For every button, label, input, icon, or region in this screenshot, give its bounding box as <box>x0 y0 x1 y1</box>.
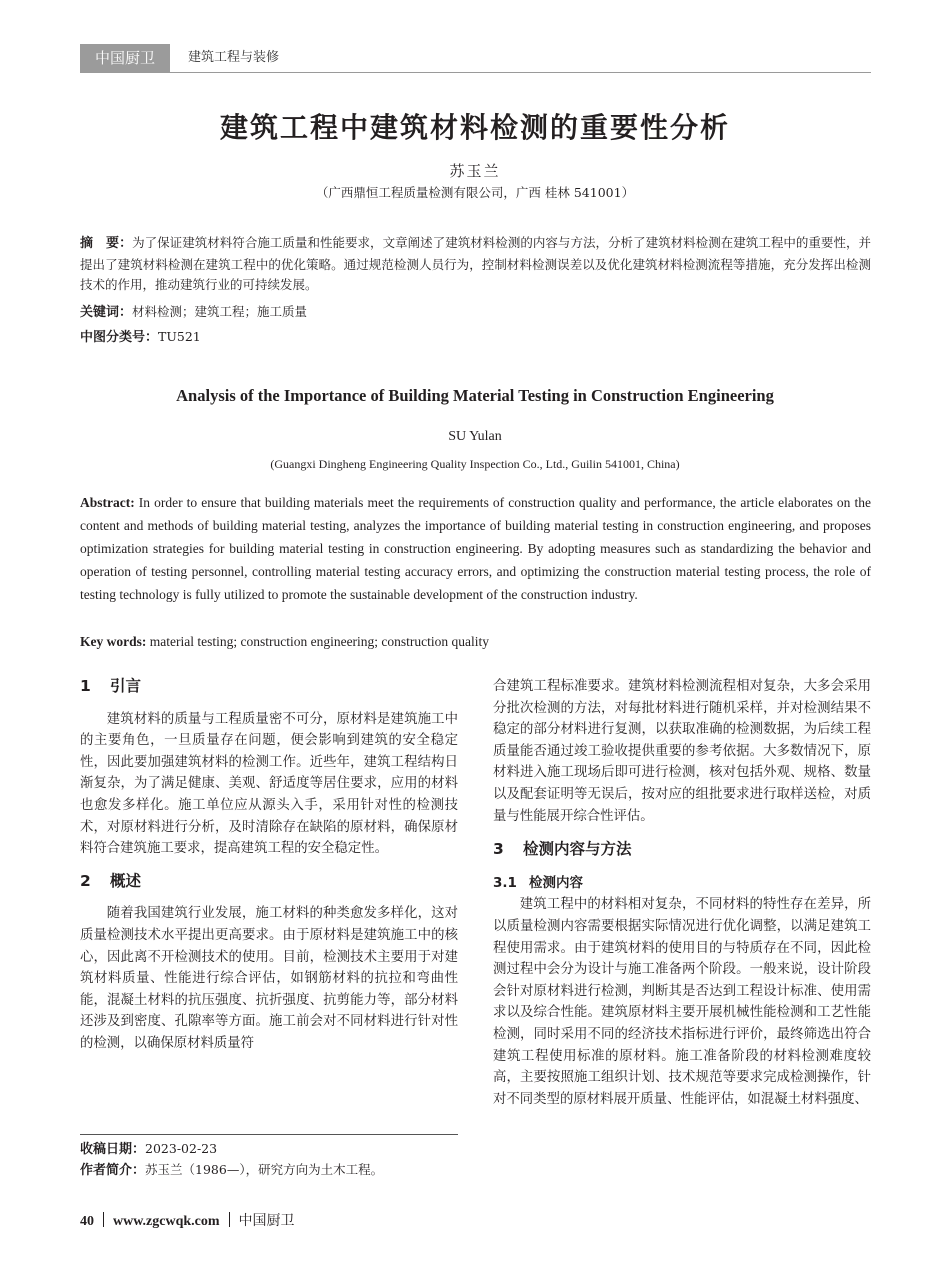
footer-journal-name: 中国厨卫 <box>238 1213 295 1229</box>
classification-number <box>80 327 871 349</box>
abstract-cn-text: 为了保证建筑材料符合施工质量和性能要求，文章阐述了建筑材料检测的内容与方法，分析了建筑材料检测在建筑工程中的重要性，并提出了建筑材料检测在建筑工程中的优化策略。通过规范检测人员行为，控制材料检测误差以及优化建筑材料检测流程等措施，充分发挥出检测技术的作用，推动建筑行业的可持续发展。 <box>80 235 871 292</box>
subsection-3-1-number: 3.1 <box>493 874 517 891</box>
journal-tag: 中国厨卫 <box>80 44 170 72</box>
abstract-cn <box>80 233 871 296</box>
footnote-divider <box>80 1134 458 1135</box>
classification-label: 中图分类号： <box>80 330 159 345</box>
bio-label: 作者简介： <box>80 1163 146 1178</box>
received-date <box>80 1139 458 1160</box>
english-title: Analysis of the Importance of Building Material Testing in Construction Engineering <box>176 386 774 405</box>
section-3-title: 检测内容与方法 <box>523 840 632 859</box>
section-3-heading <box>493 839 871 861</box>
author-bio <box>80 1160 458 1181</box>
author-affiliation: （广西鼎恒工程质量检测有限公司，广西 桂林 541001） <box>315 185 635 200</box>
keywords-en-text: material testing; construction engineering; construction quality <box>146 634 490 649</box>
received-label: 收稿日期： <box>80 1142 146 1157</box>
section-2-title: 概述 <box>110 871 142 890</box>
english-affiliation: (Guangxi Dingheng Engineering Quality Inspection Co., Ltd., Guilin 541001, China) <box>270 457 680 471</box>
subsection-3-1-heading <box>493 873 871 895</box>
author-name: 苏玉兰 <box>449 162 501 180</box>
keywords-cn <box>80 302 871 324</box>
body-column-right <box>493 676 871 1110</box>
subsection-3-1-paragraph: 建筑工程中的材料相对复杂，不同材料的特性存在差异，所以质量检测内容需要根据实际情况进行优化调整，以满足建筑工程使用需求。由于建筑材料的使用目的与特质存在不同，因此检测过程中会分为设计与施工准备两个阶段。一般来说，设计阶段会针对原材料进行检测，判断其是否达到工程设计标准、使用需求以及综合性能。建筑原材料主要开展机械性能检测和工艺性能检测，同时采用不同的经济技术指标进行评价，最终筛选出符合建筑工程使用标准的原材料。施工准备阶段的材料检测难度较高，主要按照施工组织计划、技术规范等要求完成检测操作，针对不同类型的原材料展开质量、性能评估，如混凝土材料强度、 <box>493 897 871 1107</box>
classification-text: TU521 <box>158 329 201 344</box>
section-2-paragraph: 随着我国建筑行业发展，施工材料的种类愈发多样化，这对质量检测技术水平提出更高要求。由于原材料是建筑施工中的核心，因此离不开检测技术的使用。目前，检测技术主要用于对建筑材料质量、性能进行综合评估，如钢筋材料的抗拉和弯曲性能，混凝土材料的抗压强度、抗折强度、抗剪能力等，部分材料还涉及到密度、孔隙率等方面。施工前会对不同材料进行针对性的检测，以确保原材料质量符 <box>80 906 458 1051</box>
keywords-cn-text: 材料检测；建筑工程；施工质量 <box>132 304 308 319</box>
running-header <box>80 44 871 73</box>
section-name: 建筑工程与装修 <box>188 50 280 65</box>
footer-separator <box>229 1212 230 1227</box>
section-1-title: 引言 <box>110 677 142 695</box>
paper-title: 建筑工程中建筑材料检测的重要性分析 <box>219 111 730 144</box>
abstract-cn-label: 摘 要： <box>80 236 133 251</box>
section-3-number: 3 <box>493 840 504 859</box>
page-footer <box>80 1210 295 1230</box>
footer-separator <box>103 1212 104 1227</box>
keywords-cn-label: 关键词： <box>80 305 133 320</box>
subsection-3-1-title: 检测内容 <box>529 874 583 891</box>
abstract-en <box>80 491 871 606</box>
section-1-paragraph: 建筑材料的质量与工程质量密不可分，原材料是建筑施工中的主要角色，一旦质量存在问题，便会影响到建筑的安全稳定性，因此要加强建筑材料的检测工作。近些年，建筑工程结构日渐复杂，为了满足健康、美观、舒适度等居住要求，应用的材料也愈发多样化。施工单位应从源头入手，采用针对性的检测技术，对原材料进行分析，及时清除存在缺陷的原材料，确保原材料符合建筑施工要求，提高建筑工程的安全稳定性。 <box>80 711 458 857</box>
abstract-en-label: Abstract: <box>80 495 135 510</box>
keywords-en <box>80 630 871 653</box>
abstract-en-text: In order to ensure that building materials meet the requirements of construction quality and performance, the article elaborates on the content and methods of building material testing, analyzes the importance of building material testing in construction engineering, and proposes optimization strategies for building material testing in construction engineering. By adopting measures such as standardizing the behavior and operation of testing personnel, controlling material testing accuracy errors, and optimizing the construction material testing process, the role of testing technology is fully utilized to promote the sustainable development of the construction industry. <box>80 495 871 602</box>
journal-url[interactable]: www.zgcwqk.com <box>113 1214 220 1229</box>
section-1-heading <box>80 676 458 698</box>
received-value: 2023-02-23 <box>145 1141 218 1156</box>
section-2-number: 2 <box>80 871 91 890</box>
body-column-left <box>80 676 458 1055</box>
section-2-heading <box>80 871 458 893</box>
section-1-number: 1 <box>80 677 91 695</box>
english-author: SU Yulan <box>448 429 502 444</box>
keywords-en-label: Key words: <box>80 634 147 649</box>
page-number: 40 <box>80 1214 94 1229</box>
bio-value: 苏玉兰（1986—），研究方向为土木工程。 <box>145 1162 384 1177</box>
section-2-paragraph-continued: 合建筑工程标准要求。建筑材料检测流程相对复杂，大多会采用分批次检测的方法，对每批材料进行随机采样，并对检测结果不稳定的部分材料进行复测，以获取准确的检测数据，为后续工程质量能否通过竣工验收提供重要的参考依据。大多数情况下，原材料进入施工现场后即可进行检测，核对包括外观、规格、数量以及配套证明等无误后，按对应的组批要求进行取样送检，对质量与性能展开综合性评估。 <box>493 679 871 824</box>
